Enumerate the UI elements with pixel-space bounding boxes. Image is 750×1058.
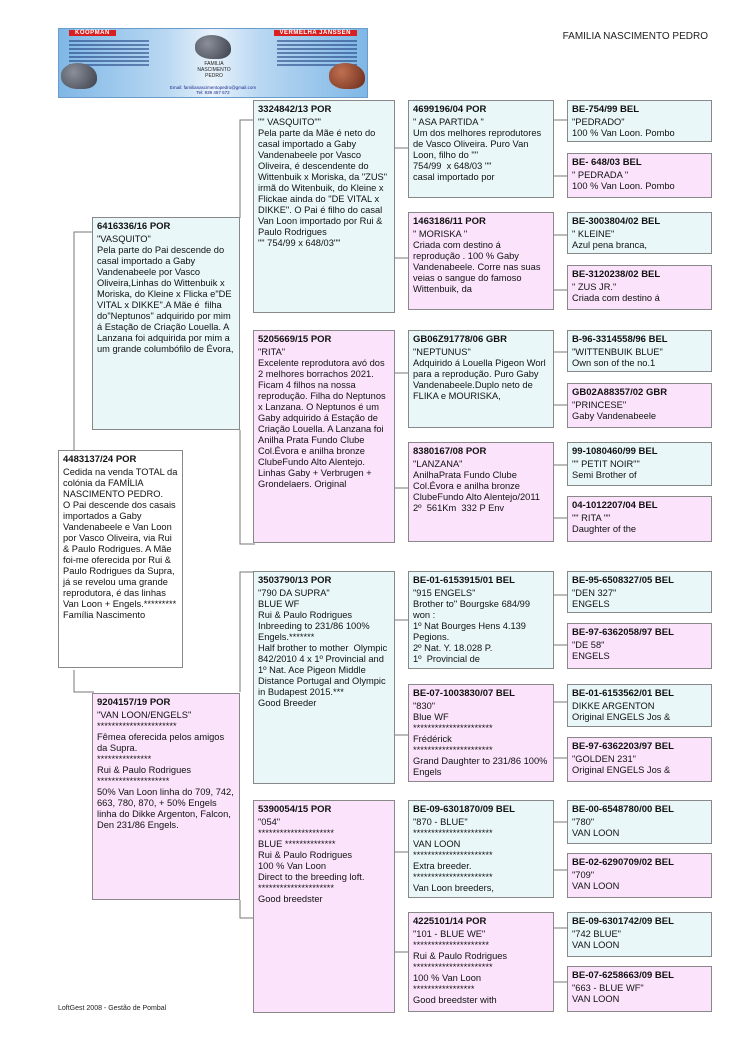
banner-left-title: KOOPMAN: [69, 30, 116, 36]
pedigree-notes: "" RITA "" Daughter of the: [572, 513, 637, 534]
pedigree-notes: "742 BLUE" VAN LOON: [572, 929, 621, 950]
ring-number: BE-97-6362058/97 BEL: [572, 627, 674, 638]
banner-contact: Email: familianascimentopedro@gmail.com Tel: 939 457 672: [169, 85, 257, 95]
pedigree-card-gen5-12[interactable]: [567, 737, 712, 782]
pedigree-notes: " ASA PARTIDA " Um dos melhores reprodutores de Vasco Oliveira. Puro Van Loon, filho do "" 754/99 x 648/03 "" casal importado por: [413, 117, 542, 182]
ring-number: BE- 648/03 BEL: [572, 157, 642, 168]
pedigree-notes: "NEPTUNUS" Adquirido á Louella Pigeon Worl para a reprodução. Puro Gaby Vandenabeele.Duplo neto de FLIKA e MOURISKA,: [413, 347, 546, 401]
ring-number: GB06Z91778/06 GBR: [413, 334, 507, 345]
pedigree-card-gen3-4[interactable]: [253, 800, 395, 1013]
pedigree-card-gen3-2[interactable]: [253, 330, 395, 543]
ring-number: 99-1080460/99 BEL: [572, 446, 658, 457]
pedigree-card-gen4-1[interactable]: [408, 100, 554, 198]
banner-center-text: FAMILIA NASCIMENTO PEDRO: [197, 61, 231, 79]
ring-number: 9204157/19 POR: [97, 697, 171, 708]
pedigree-card-subject[interactable]: [58, 450, 183, 668]
pedigree-card-gen5-6[interactable]: [567, 383, 712, 428]
pedigree-card-gen4-4[interactable]: [408, 442, 554, 542]
ring-number: BE-01-6153562/01 BEL: [572, 688, 674, 699]
software-footer: LoftGest 2008 - Gestão de Pombal: [58, 1005, 167, 1012]
ring-number: BE-3120238/02 BEL: [572, 269, 661, 280]
pedigree-card-gen5-8[interactable]: [567, 496, 712, 542]
pedigree-notes: "VAN LOON/ENGELS" ********************** Fêmea oferecida pelos amigos da Supra. *************** Rui & Paulo Rodrigues ******************** 50% Van Loon linha do 709, 742, 663, 780, 870, + 50% Engels linha do Dikke Argenton, Falcon, Den 231/86 Engels.: [97, 710, 234, 830]
pedigree-card-gen5-1[interactable]: [567, 100, 712, 142]
ring-number: BE-07-1003830/07 BEL: [413, 688, 515, 699]
ring-number: BE-754/99 BEL: [572, 104, 640, 115]
pedigree-card-gen5-7[interactable]: [567, 442, 712, 486]
pedigree-card-gen5-13[interactable]: [567, 800, 712, 844]
page-title: FAMILIA NASCIMENTO PEDRO: [562, 31, 708, 42]
banner-right-title: VERMELHA JANSSEN: [274, 30, 357, 36]
pedigree-card-gen3-3[interactable]: [253, 571, 395, 784]
pedigree-notes: " PEDRADA " 100 % Van Loon. Pombo: [572, 170, 675, 191]
pedigree-notes: "870 - BLUE" ********************** VAN LOON ********************** Extra breeder. ********************** Van Loon breeders,: [413, 817, 494, 893]
ring-number: BE-07-6258663/09 BEL: [572, 970, 674, 981]
ring-number: 5390054/15 POR: [258, 804, 332, 815]
pedigree-notes: "" PETIT NOIR"" Semi Brother of: [572, 459, 640, 480]
pedigree-notes: "709" VAN LOON: [572, 870, 620, 891]
pedigree-card-sire[interactable]: [92, 217, 240, 430]
ring-number: B-96-3314558/96 BEL: [572, 334, 668, 345]
pedigree-card-gen5-2[interactable]: [567, 153, 712, 198]
pedigree-notes: "PRINCESE" Gaby Vandenabeele: [572, 400, 657, 421]
pedigree-notes: "WITTENBUIK BLUE" Own son of the no.1: [572, 347, 663, 368]
pedigree-card-gen4-6[interactable]: [408, 684, 554, 782]
pedigree-card-gen3-1[interactable]: [253, 100, 395, 313]
ring-number: 04-1012207/04 BEL: [572, 500, 658, 511]
pedigree-card-gen4-5[interactable]: [408, 571, 554, 669]
pedigree-notes: "DE 58" ENGELS: [572, 640, 610, 661]
pedigree-notes: "RITA" Excelente reprodutora avó dos 2 melhores borrachos 2021. Ficam 4 filhos na nossa reprodução. Filha do Neptunos x Lanzana. O Neptunos é um Gaby adquirido á Estação de Criação Louella. A Lanzana foi Anilha Prata Fundo Clube Col.Évora e anilha bronze ClubeFundo Alto Alentejo. Linhas Gaby + Verbrugen + Grondelaers. Original: [258, 347, 386, 489]
pedigree-notes: "" VASQUITO"" Pela parte da Mãe é neto do casal importado a Gaby Vandenabeele por Vasco Oliveira, é descendente do Wittenbuik x Moriska, da "ZUS" irmã do Witenbuik, do Kleine x Flickae ainda do "DE VITAL x DIKKE". O Pai é filho do casal Van Loon importado por Rui & Paulo Rodrigues "" 754/99 x 648/03"": [258, 117, 388, 248]
ring-number: BE-3003804/02 BEL: [572, 216, 661, 227]
pedigree-card-gen5-14[interactable]: [567, 853, 712, 898]
pedigree-card-gen4-7[interactable]: [408, 800, 554, 898]
pedigree-notes: "054" ********************* BLUE ************** Rui & Paulo Rodrigues 100 % Van Loon Direct to the breeding loft. ********************* Good breedster: [258, 817, 365, 904]
ring-number: 1463186/11 POR: [413, 216, 486, 227]
ring-number: 5205669/15 POR: [258, 334, 332, 345]
pedigree-notes: "101 - BLUE WE" ********************* Rui & Paulo Rodrigues ********************** 100 % Van Loon ***************** Good breedster with: [413, 929, 508, 1005]
pedigree-notes: Cedida na venda TOTAL da colónia da FAMÍLIA NASCIMENTO PEDRO. O Pai descende dos casais importados a Gaby Vandenabeele e Van Loon por Vasco Oliveira, via Rui & Paulo Rodrigues. A Mãe foi-me oferecida por Rui & Paulo Rodrigues da Supra, já se revelou uma grande reprodutora, é das linhas Van Loon + Engels.********* Família Nascimento: [63, 467, 178, 620]
ring-number: 3324842/13 POR: [258, 104, 332, 115]
ring-number: GB02A88357/02 GBR: [572, 387, 668, 398]
pedigree-notes: " MORISKA " Criada com destino á reprodução . 100 % Gaby Vandenabeele. Corre nas suas veias o sangue do famoso Wittenbuik, da: [413, 229, 541, 294]
pedigree-card-gen5-9[interactable]: [567, 571, 712, 613]
ring-number: 4699196/04 POR: [413, 104, 487, 115]
pedigree-card-gen5-15[interactable]: [567, 912, 712, 957]
ring-number: 6416336/16 POR: [97, 221, 171, 232]
pedigree-notes: DIKKE ARGENTON Original ENGELS Jos &: [572, 701, 671, 722]
pedigree-notes: "GOLDEN 231" Original ENGELS Jos &: [572, 754, 671, 775]
pedigree-notes: "790 DA SUPRA" BLUE WF Rui & Paulo Rodrigues Inbreeding to 231/86 100% Engels.******* Half brother to mother Olympic 842/2010 4 x 1º Provincial and 1º Nat. Ace Pigeon Middle Distance Portugal and Olympic in Budapest 2015.*** Good Breeder: [258, 588, 388, 708]
pedigree-card-gen5-10[interactable]: [567, 623, 712, 669]
ring-number: 4225101/14 POR: [413, 916, 487, 927]
ring-number: BE-09-6301870/09 BEL: [413, 804, 515, 815]
ring-number: BE-95-6508327/05 BEL: [572, 575, 674, 586]
pedigree-notes: "PEDRADO" 100 % Van Loon. Pombo: [572, 117, 675, 138]
pedigree-notes: "LANZANA" AnilhaPrata Fundo Clube Col.Évora e anilha bronze ClubeFundo Alto Alentejo/2011 2º 561Km 332 P Env: [413, 459, 540, 513]
pedigree-notes: "830" Blue WF ********************** Frédérick ********************** Grand Daughter to 231/86 100% Engels: [413, 701, 548, 777]
pedigree-card-gen4-3[interactable]: [408, 330, 554, 428]
ring-number: 4483137/24 POR: [63, 454, 137, 465]
ring-number: BE-01-6153915/01 BEL: [413, 575, 515, 586]
ring-number: 8380167/08 POR: [413, 446, 487, 457]
pedigree-notes: " ZUS JR." Criada com destino á: [572, 282, 660, 303]
pedigree-notes: "780" VAN LOON: [572, 817, 620, 838]
pedigree-notes: "663 - BLUE WF" VAN LOON: [572, 983, 644, 1004]
pedigree-notes: "VASQUITO" Pela parte do Pai descende do casal importado a Gaby Vandenabeele por Vasco Oliveira,Linhas do Wittenbuik x Moriska, do Kleine x Flicka e"DE VITAL x DIKKE".A Mãe é filha do"Neptunos" adquirido por mim á Estação de Criação Louella. A Lanzana foi adquirida por mim a um grande columbófilo de Évora,: [97, 234, 234, 354]
pedigree-card-gen5-16[interactable]: [567, 966, 712, 1012]
pedigree-notes: "DEN 327" ENGELS: [572, 588, 617, 609]
pedigree-card-gen4-2[interactable]: [408, 212, 554, 310]
pedigree-card-gen4-8[interactable]: [408, 912, 554, 1012]
pedigree-card-gen5-11[interactable]: [567, 684, 712, 727]
pedigree-card-gen5-4[interactable]: [567, 265, 712, 310]
ring-number: BE-00-6548780/00 BEL: [572, 804, 674, 815]
pedigree-card-gen5-5[interactable]: [567, 330, 712, 372]
ring-number: BE-02-6290709/02 BEL: [572, 857, 674, 868]
ring-number: 3503790/13 POR: [258, 575, 332, 586]
pedigree-card-gen5-3[interactable]: [567, 212, 712, 254]
pedigree-card-dam[interactable]: [92, 693, 240, 900]
pedigree-notes: " KLEINE" Azul pena branca,: [572, 229, 647, 250]
pedigree-notes: "915 ENGELS" Brother to" Bourgske 684/99 won : 1º Nat Bourges Hens 4.139 Pegions. 2º Nat. Y. 18.028 P. 1º Provincial de: [413, 588, 531, 664]
ring-number: BE-09-6301742/09 BEL: [572, 916, 674, 927]
ring-number: BE-97-6362203/97 BEL: [572, 741, 674, 752]
